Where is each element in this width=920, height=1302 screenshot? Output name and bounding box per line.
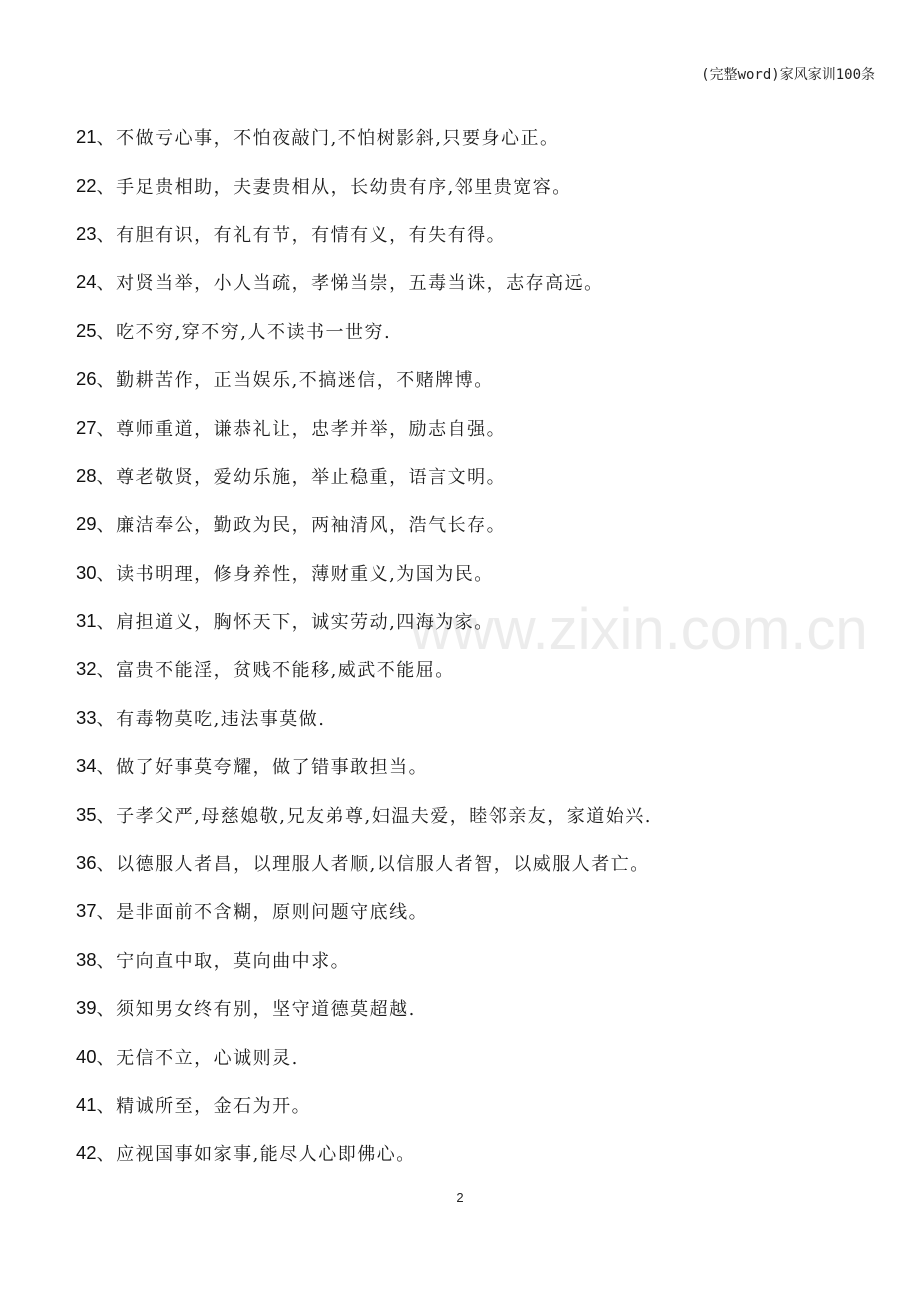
item-number: 38 [76, 948, 97, 970]
item-text: 、无信不立，心诚则灵. [96, 1047, 299, 1069]
list-item [76, 1129, 876, 1177]
item-number: 40 [76, 1045, 97, 1067]
list-item [76, 1032, 876, 1080]
item-text: 、对贤当举，小人当疏，孝悌当崇，五毒当诛，志存高远。 [96, 273, 604, 295]
item-number: 32 [76, 658, 97, 680]
item-number: 21 [76, 126, 97, 148]
list-item [76, 597, 876, 645]
list-item [76, 500, 876, 548]
item-text: 、勤耕苦作，正当娱乐,不搞迷信，不赌牌博。 [96, 370, 494, 392]
item-text: 、尊师重道，谦恭礼让，忠孝并举，励志自强。 [96, 418, 507, 440]
item-number: 35 [76, 803, 97, 825]
list-item [76, 936, 876, 984]
item-number: 29 [76, 513, 97, 535]
item-number: 39 [76, 997, 97, 1019]
item-text: 、是非面前不含糊，原则问题守底线。 [96, 902, 429, 924]
list-item [76, 645, 876, 693]
list-item [76, 887, 876, 935]
family-rules-list [76, 113, 876, 1178]
item-number: 34 [76, 755, 97, 777]
list-item [76, 839, 876, 887]
item-number: 41 [76, 1094, 97, 1115]
item-number: 22 [76, 174, 97, 196]
item-text: 、有毒物莫吃,违法事莫做. [96, 708, 326, 730]
list-item [76, 307, 876, 355]
item-text: 、手足贵相助，夫妻贵相从，长幼贵有序,邻里贵宽容。 [96, 176, 572, 198]
item-number: 30 [76, 561, 97, 583]
item-text: 、宁向直中取，莫向曲中求。 [96, 950, 351, 972]
list-item [76, 549, 876, 597]
item-text: 、富贵不能淫，贫贱不能移,威武不能屈。 [96, 660, 455, 682]
list-item [76, 258, 876, 306]
item-text: 、须知男女终有别，坚守道德莫超越. [96, 999, 416, 1021]
list-item [76, 113, 876, 161]
item-text: 、读书明理，修身养性，薄财重义,为国为民。 [96, 563, 494, 585]
list-item [76, 790, 876, 838]
list-item [76, 355, 876, 403]
item-number: 23 [76, 222, 97, 244]
item-text: 、做了好事莫夸耀，做了错事敢担当。 [96, 757, 429, 779]
list-item [76, 694, 876, 742]
item-number: 26 [76, 368, 97, 390]
item-text: 、尊老敬贤，爱幼乐施，举止稳重，语言文明。 [96, 466, 507, 488]
watermark: www.zixin.com.cn [410, 597, 868, 662]
item-text: 、子孝父严,母慈媳敬,兄友弟尊,妇温夫爱，睦邻亲友，家道始兴. [96, 805, 652, 827]
item-text: 、有胆有识，有礼有节，有情有义，有失有得。 [96, 224, 507, 246]
list-item [76, 1081, 876, 1129]
item-number: 28 [76, 464, 97, 486]
item-number: 24 [76, 271, 97, 293]
page-number: 2 [456, 1190, 464, 1205]
list-item [76, 742, 876, 790]
item-text: 、精诚所至，金石为开。 [96, 1096, 312, 1117]
item-number: 37 [76, 900, 97, 922]
list-item [76, 210, 876, 258]
item-number: 36 [76, 852, 97, 874]
item-text: 、肩担道义，胸怀天下，诚实劳动,四海为家。 [96, 612, 494, 634]
item-text: 、应视国事如家事,能尽人心即佛心。 [96, 1144, 416, 1166]
item-number: 42 [76, 1142, 97, 1164]
document-header: (完整word)家风家训100条 [701, 67, 875, 83]
list-item [76, 161, 876, 209]
item-number: 31 [76, 610, 97, 632]
item-text: 、廉洁奉公，勤政为民，两袖清风，浩气长存。 [96, 515, 507, 537]
item-text: 、以德服人者昌，以理服人者顺,以信服人者智，以威服人者亡。 [96, 854, 650, 876]
item-number: 33 [76, 706, 97, 728]
item-number: 25 [76, 319, 97, 341]
list-item [76, 403, 876, 451]
item-text: 、吃不穷,穿不穷,人不读书一世穷. [96, 321, 392, 343]
item-text: 、不做亏心事，不怕夜敲门,不怕树影斜,只要身心正。 [96, 128, 560, 150]
item-number: 27 [76, 416, 97, 438]
list-item [76, 984, 876, 1032]
list-item [76, 452, 876, 500]
